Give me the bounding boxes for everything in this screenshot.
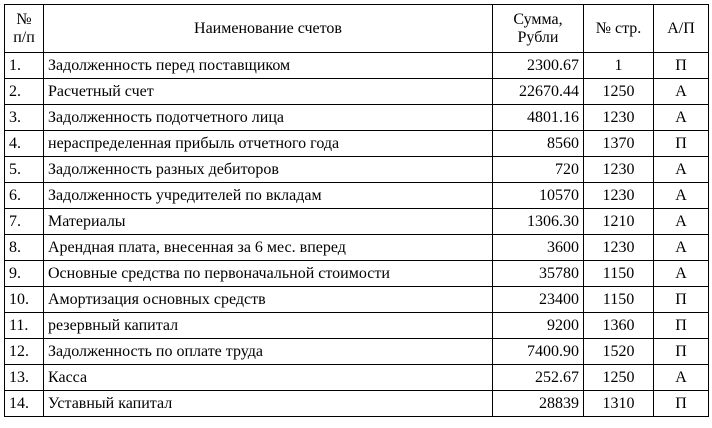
header-name: Наименование счетов [44, 5, 493, 53]
account-sum: 252.67 [493, 365, 584, 391]
account-sum: 28839 [493, 391, 584, 417]
table-row [5, 183, 709, 209]
account-name: Материалы [44, 209, 493, 235]
account-name: нераспределенная прибыль отчетного года [44, 131, 493, 157]
asset-liability-flag: П [654, 391, 709, 417]
row-number: 8. [5, 235, 44, 261]
account-name: Амортизация основных средств [44, 287, 493, 313]
account-sum: 35780 [493, 261, 584, 287]
page-number: 1520 [584, 339, 654, 365]
table-row [5, 105, 709, 131]
account-name: Уставный капитал [44, 391, 493, 417]
table-row [5, 287, 709, 313]
account-sum: 23400 [493, 287, 584, 313]
row-number: 4. [5, 131, 44, 157]
asset-liability-flag: А [654, 79, 709, 105]
row-number: 2. [5, 79, 44, 105]
table-row [5, 313, 709, 339]
account-name: Расчетный счет [44, 79, 493, 105]
asset-liability-flag: А [654, 157, 709, 183]
table-row [5, 53, 709, 79]
account-sum: 9200 [493, 313, 584, 339]
account-name: Задолженность по оплате труда [44, 339, 493, 365]
accounts-table [4, 4, 709, 417]
page-number: 1250 [584, 365, 654, 391]
asset-liability-flag: П [654, 131, 709, 157]
table-row [5, 261, 709, 287]
table-row [5, 391, 709, 417]
account-name: резервный капитал [44, 313, 493, 339]
row-number: 14. [5, 391, 44, 417]
row-number: 11. [5, 313, 44, 339]
page-number: 1310 [584, 391, 654, 417]
account-name: Основные средства по первоначальной стоимости [44, 261, 493, 287]
table-row [5, 209, 709, 235]
account-name: Задолженность перед поставщиком [44, 53, 493, 79]
page-number: 1360 [584, 313, 654, 339]
asset-liability-flag: П [654, 339, 709, 365]
asset-liability-flag: П [654, 287, 709, 313]
account-name: Арендная плата, внесенная за 6 мес. вперед [44, 235, 493, 261]
row-number: 9. [5, 261, 44, 287]
table-row [5, 79, 709, 105]
account-sum: 10570 [493, 183, 584, 209]
page-number: 1 [584, 53, 654, 79]
account-name: Касса [44, 365, 493, 391]
table-row [5, 131, 709, 157]
page-number: 1250 [584, 79, 654, 105]
table-row [5, 235, 709, 261]
header-sum: Сумма, Рубли [493, 5, 584, 53]
page-number: 1230 [584, 235, 654, 261]
table-row [5, 339, 709, 365]
account-sum: 8560 [493, 131, 584, 157]
account-sum: 720 [493, 157, 584, 183]
page-number: 1230 [584, 157, 654, 183]
row-number: 10. [5, 287, 44, 313]
asset-liability-flag: П [654, 53, 709, 79]
table-row [5, 157, 709, 183]
page-number: 1150 [584, 287, 654, 313]
row-number: 3. [5, 105, 44, 131]
asset-liability-flag: А [654, 235, 709, 261]
page-number: 1150 [584, 261, 654, 287]
account-sum: 7400.90 [493, 339, 584, 365]
header-number: № п/п [5, 5, 44, 53]
page-number: 1370 [584, 131, 654, 157]
account-sum: 4801.16 [493, 105, 584, 131]
asset-liability-flag: А [654, 209, 709, 235]
header-row [5, 5, 709, 53]
account-sum: 2300.67 [493, 53, 584, 79]
account-name: Задолженность учредителей по вкладам [44, 183, 493, 209]
row-number: 1. [5, 53, 44, 79]
row-number: 12. [5, 339, 44, 365]
asset-liability-flag: А [654, 183, 709, 209]
account-sum: 3600 [493, 235, 584, 261]
asset-liability-flag: А [654, 261, 709, 287]
table-row [5, 365, 709, 391]
row-number: 13. [5, 365, 44, 391]
row-number: 5. [5, 157, 44, 183]
page-number: 1230 [584, 183, 654, 209]
row-number: 6. [5, 183, 44, 209]
account-sum: 22670.44 [493, 79, 584, 105]
row-number: 7. [5, 209, 44, 235]
account-name: Задолженность подотчетного лица [44, 105, 493, 131]
asset-liability-flag: А [654, 365, 709, 391]
header-ap: А/П [654, 5, 709, 53]
header-page: № стр. [584, 5, 654, 53]
account-name: Задолженность разных дебиторов [44, 157, 493, 183]
asset-liability-flag: А [654, 105, 709, 131]
page-number: 1230 [584, 105, 654, 131]
page-number: 1210 [584, 209, 654, 235]
asset-liability-flag: П [654, 313, 709, 339]
account-sum: 1306.30 [493, 209, 584, 235]
